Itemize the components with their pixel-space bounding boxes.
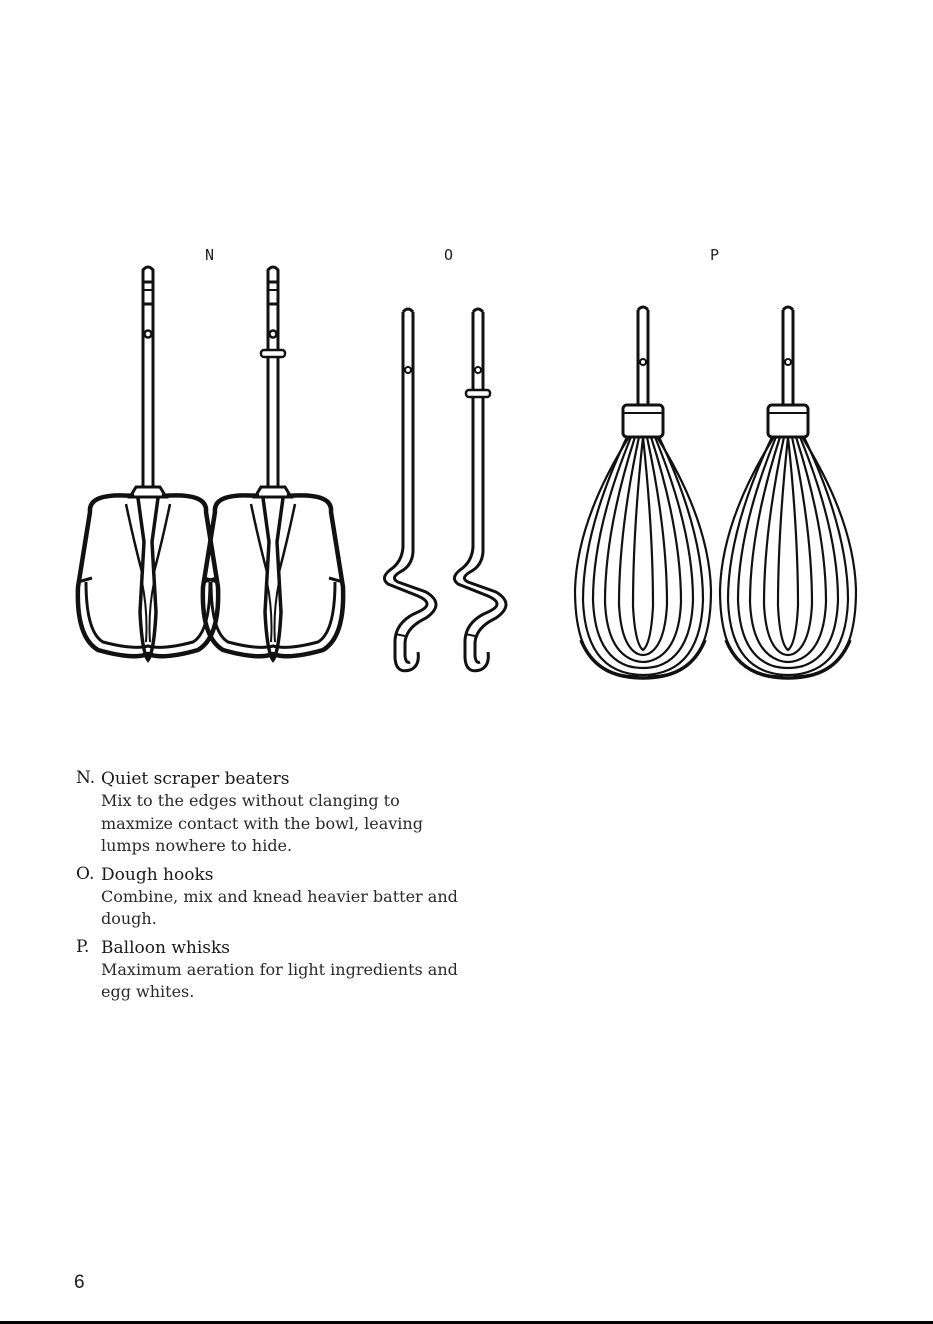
attachment-descriptions [76, 768, 496, 1010]
description-item-p [76, 937, 496, 1004]
item-text-line: maxmize contact with the bowl, leaving [101, 813, 423, 833]
dough-hook-left [384, 309, 436, 671]
figure-label-n: N [205, 246, 215, 264]
balloon-whisk-left [575, 307, 711, 678]
dough-hook-right [454, 309, 506, 671]
scraper-beater-right [203, 267, 343, 660]
item-text-line: dough. [101, 909, 157, 928]
item-text-line: egg whites. [101, 982, 195, 1001]
item-letter: P. [76, 936, 90, 957]
item-title: Quiet scraper beaters [101, 769, 290, 789]
item-text-line: Combine, mix and knead heavier batter and [101, 886, 458, 906]
page-number: 6 [74, 1272, 85, 1293]
item-text-line: Maximum aeration for light ingredients and [101, 959, 458, 979]
description-item-n [76, 768, 496, 858]
item-title: Dough hooks [101, 864, 214, 885]
item-letter: N. [76, 768, 96, 788]
hook-collar [466, 390, 490, 397]
item-text-line: Mix to the edges without clanging to [101, 791, 400, 810]
scraper-beater-left [78, 267, 218, 660]
beater-collar [261, 350, 285, 357]
figure-label-o: O [444, 246, 454, 264]
item-letter: O. [76, 863, 95, 884]
balloon-whisk-right [720, 307, 856, 678]
description-item-o [76, 864, 496, 931]
figure-label-p: P [710, 246, 720, 264]
item-text-line: lumps nowhere to hide. [101, 836, 293, 855]
item-title: Balloon whisks [101, 937, 231, 958]
